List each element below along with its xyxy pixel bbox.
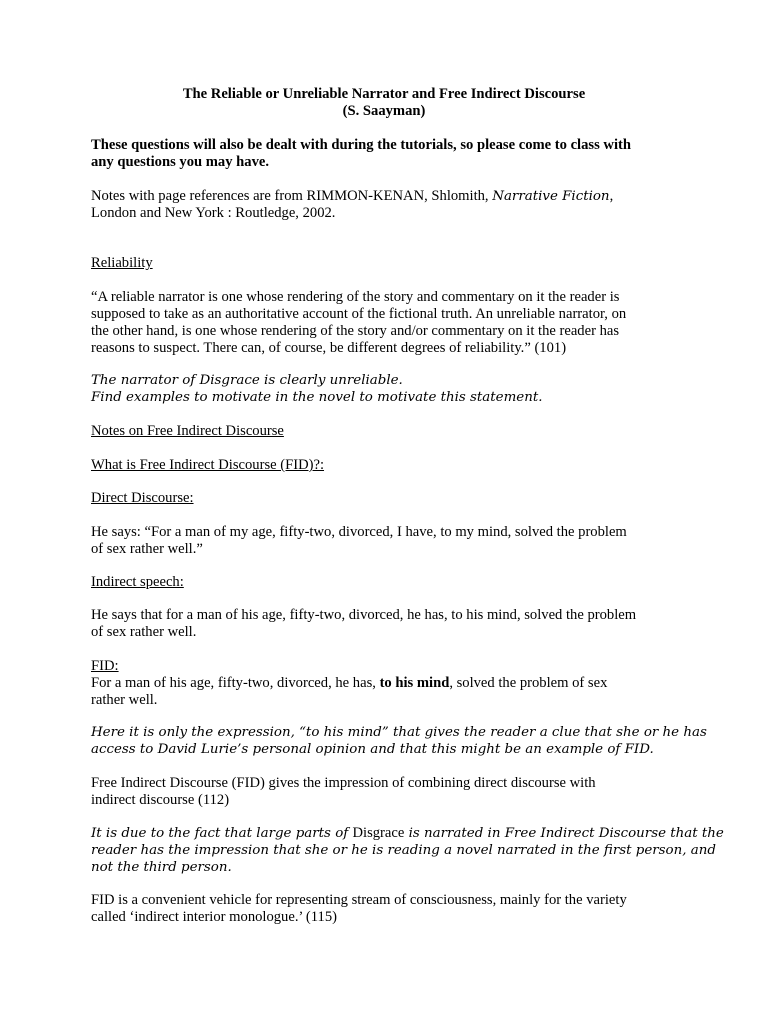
vehicle-line: called ‘indirect interior monologue.’ (115)	[91, 909, 337, 925]
comment-line: access to David Lurie’s personal opinion and that this might be an example of FID.	[91, 742, 654, 757]
fid-notes-heading: Notes on Free Indirect Discourse	[91, 423, 284, 439]
fid-example-line-2: rather well.	[91, 692, 158, 708]
fid-example	[91, 658, 691, 709]
reliability-heading: Reliability	[91, 255, 153, 271]
comment-line: Here it is only the expression, “to his mind” that gives the reader a clue that she or he has	[91, 725, 707, 740]
fid-heading: FID:	[91, 658, 119, 674]
task-line: Find examples to motivate in the novel to motivate this statement.	[91, 390, 543, 405]
example-line: He says: “For a man of my age, fifty-two, divorced, I have, to my mind, solved the problem	[91, 524, 627, 540]
indirect-speech-heading: Indirect speech:	[91, 574, 184, 590]
disgrace-note-line-1	[91, 825, 724, 842]
quote-line: “A reliable narrator is one whose rendering of the story and commentary on it the reader is	[91, 289, 620, 305]
task-line: The narrator of Disgrace is clearly unreliable.	[91, 373, 403, 388]
disgrace-note-line-3: not the third person.	[91, 860, 232, 875]
intro-note	[91, 137, 691, 171]
fid-impression	[91, 775, 691, 809]
indirect-speech-example	[91, 607, 691, 641]
book-title: Narrative Fiction	[492, 189, 610, 204]
fid-text: , solved the problem of sex	[449, 675, 608, 691]
example-line: of sex rather well.	[91, 624, 197, 640]
quote-line: the other hand, is one whose rendering of the story and/or commentary on it the reader has	[91, 323, 620, 339]
intro-line-1: These questions will also be dealt with during the tutorials, so please come to class with	[91, 137, 631, 153]
impression-line: indirect discourse (112)	[91, 792, 230, 808]
example-line: He says that for a man of his age, fifty-two, divorced, he has, to his mind, solved the problem	[91, 607, 637, 623]
document-title	[0, 86, 768, 120]
fid-emphasis: to his mind	[379, 675, 450, 691]
example-line: of sex rather well.”	[91, 541, 203, 557]
note-text: is narrated in Free Indirect Discourse that the	[404, 826, 724, 841]
quote-line: supposed to take as an authoritative account of the fictional truth. An unreliable narrator, on	[91, 306, 627, 322]
notes-reference-line-2: London and New York : Routledge, 2002.	[91, 205, 336, 221]
fid-disgrace-note	[91, 825, 724, 876]
reliability-task	[91, 372, 691, 406]
title-line-2: (S. Saayman)	[342, 103, 426, 119]
quote-line: reasons to suspect. There can, of course, be different degrees of reliability.” (101)	[91, 340, 567, 356]
fid-example-line-1	[91, 675, 691, 692]
disgrace-note-line-2: reader has the impression that she or he is reading a novel narrated in the first person, and	[91, 843, 716, 858]
direct-discourse-example	[91, 524, 691, 558]
impression-line: Free Indirect Discourse (FID) gives the impression of combining direct discourse with	[91, 775, 596, 791]
notes-ref-text: Notes with page references are from RIMMON-KENAN, Shlomith,	[91, 188, 493, 204]
note-text: It is due to the fact that large parts of	[91, 826, 353, 841]
fid-text: For a man of his age, fifty-two, divorced, he has,	[91, 675, 380, 691]
fid-vehicle	[91, 892, 691, 926]
title-line-1: The Reliable or Unreliable Narrator and Free Indirect Discourse	[182, 86, 586, 102]
fid-comment	[91, 724, 707, 758]
fid-what-heading: What is Free Indirect Discourse (FID)?:	[91, 457, 325, 473]
intro-line-2: any questions you may have.	[91, 154, 269, 170]
notes-ref-comma: ,	[609, 188, 614, 204]
disgrace-title: Disgrace	[352, 825, 405, 841]
notes-reference	[91, 188, 691, 222]
direct-discourse-heading: Direct Discourse:	[91, 490, 194, 506]
reliability-quote	[91, 289, 691, 357]
vehicle-line: FID is a convenient vehicle for representing stream of consciousness, mainly for the variety	[91, 892, 627, 908]
notes-reference-line-1	[91, 188, 691, 205]
